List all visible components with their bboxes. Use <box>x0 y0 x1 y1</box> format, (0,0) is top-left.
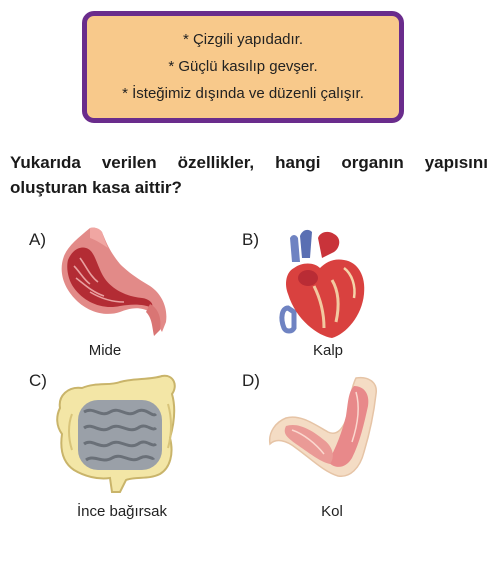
stomach-icon[interactable] <box>50 222 175 340</box>
arm-muscle-icon[interactable] <box>266 372 386 484</box>
small-intestine-icon[interactable] <box>50 368 180 496</box>
option-b-caption: Kalp <box>312 342 344 359</box>
info-box <box>82 11 404 123</box>
info-line-1: * Çizgili yapıdadır. <box>182 31 304 48</box>
option-c-letter[interactable]: C) <box>29 371 47 390</box>
option-b-letter[interactable]: B) <box>242 230 259 249</box>
option-a-letter[interactable]: A) <box>29 230 46 249</box>
option-a-caption: Mide <box>88 342 122 359</box>
info-line-3: * İsteğimiz dışında ve düzenli çalışır. <box>122 85 364 102</box>
heart-icon[interactable] <box>274 228 370 340</box>
option-c-caption: İnce bağırsak <box>76 503 168 520</box>
info-line-2: * Güçlü kasılıp gevşer. <box>168 58 318 75</box>
question-text: Yukarıda verilen özellikler, hangi organın yapısını oluşturan kasa aittir? <box>10 153 488 197</box>
option-d-caption: Kol <box>321 503 343 520</box>
option-d-letter[interactable]: D) <box>242 371 260 390</box>
